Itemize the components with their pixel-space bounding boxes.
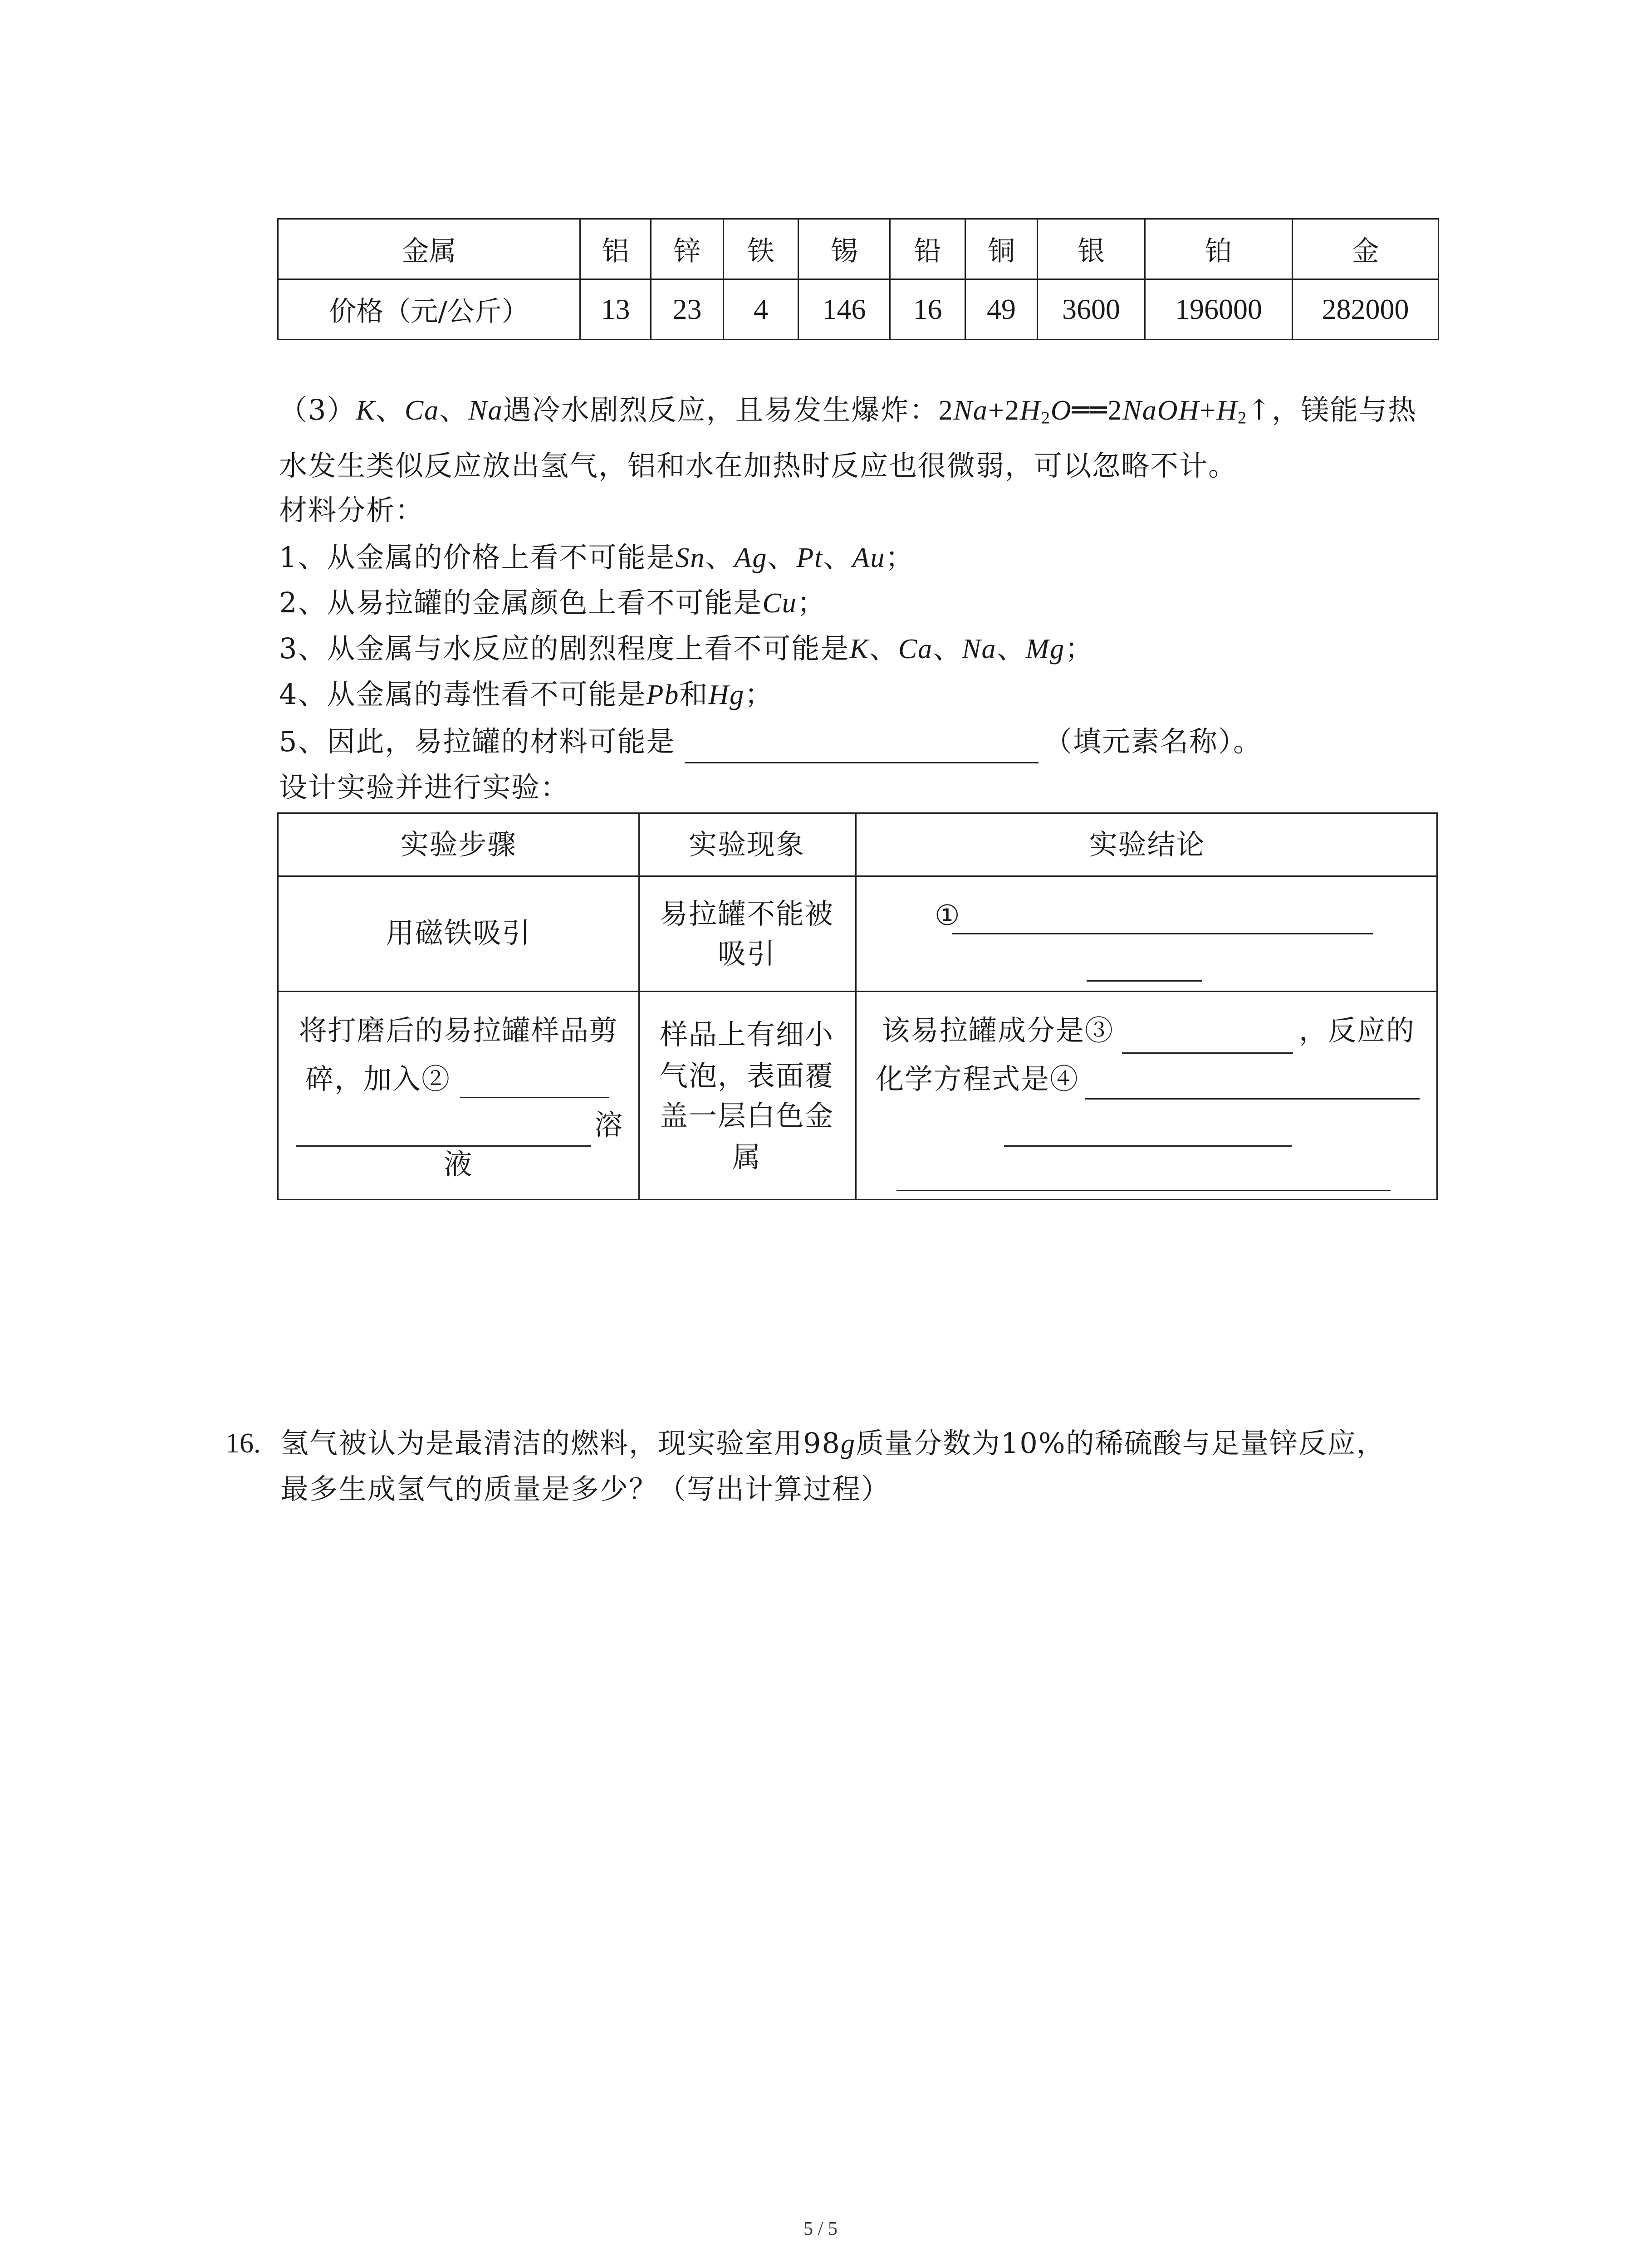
separator: 、 — [869, 632, 898, 665]
equation-equals: ══ — [1072, 393, 1108, 426]
equation-plus: + — [1200, 395, 1217, 426]
answer-blank — [952, 933, 1373, 934]
metal-header-cell: 银 — [1038, 219, 1145, 279]
separator: ； — [885, 541, 915, 574]
metal-header-cell: 锌 — [651, 219, 724, 279]
separator: ； — [797, 586, 826, 619]
separator: ； — [1065, 632, 1094, 665]
price-cell: 282000 — [1293, 279, 1439, 340]
equation-subscript: 2 — [1041, 408, 1051, 428]
price-cell: 49 — [965, 279, 1038, 340]
metal-header-row — [278, 219, 1439, 279]
experiment-intro: 设计实验并进行实验： — [279, 771, 570, 804]
question-number: 16. — [225, 1428, 261, 1459]
row2-conclusion-line: ，反应的 — [1299, 1014, 1416, 1047]
element-symbol: Ca — [898, 634, 933, 665]
question16-line2: 最多生成氢气的质量是多少？（写出计算过程） — [280, 1472, 891, 1505]
answer-blank — [1122, 1052, 1293, 1054]
table-divider — [279, 991, 1436, 992]
row2-phenomenon-line: 盖一层白色金 — [659, 1099, 834, 1132]
price-cell: 3600 — [1038, 279, 1145, 340]
row1-conclusion-marker: ① — [935, 899, 961, 932]
analysis-heading: 材料分析： — [279, 494, 425, 527]
item-text: 2、从易拉罐的金属颜色上看不可能是 — [279, 586, 763, 619]
item-text: 3、从金属与水反应的剧烈程度上看不可能是 — [279, 632, 850, 665]
row2-phenomenon-line: 气泡，表面覆 — [659, 1059, 834, 1092]
column-header-phenomenon: 实验现象 — [688, 828, 805, 861]
gas-arrow: ↑ — [1247, 393, 1272, 426]
equation-formula: H — [1019, 395, 1041, 426]
item-text: 1、从金属的价格上看不可能是 — [279, 541, 676, 574]
row2-step-line: 碎，加入② — [305, 1062, 451, 1095]
para-text: ，镁能与热 — [1272, 393, 1417, 426]
unit-symbol: g — [840, 1428, 856, 1459]
separator: 、 — [705, 541, 735, 574]
analysis-item3 — [279, 626, 1094, 671]
answer-blank — [685, 762, 1038, 763]
metal-header-cell: 锡 — [798, 219, 890, 279]
para-number: （3） — [279, 393, 356, 426]
row2-step-line: 溶 — [594, 1108, 624, 1141]
analysis-item1 — [279, 535, 914, 580]
separator: 、 — [933, 632, 962, 665]
equation-coefficient: 2 — [1107, 395, 1123, 426]
row2-conclusion-line: 该易拉罐成分是③ — [882, 1014, 1114, 1047]
metal-header-cell: 铅 — [890, 219, 965, 279]
price-cell: 13 — [580, 279, 651, 340]
row2-step-line: 液 — [444, 1148, 473, 1181]
equation-coefficient: 2 — [938, 395, 954, 426]
answer-blank — [896, 1190, 1391, 1191]
element-symbol: Na — [962, 634, 997, 665]
para3-line1 — [279, 387, 1417, 433]
equation-formula: H — [1216, 395, 1238, 426]
para-text: 遇冷水剧烈反应，且易发生爆炸： — [503, 393, 939, 426]
row2-phenomenon-line: 属 — [732, 1140, 761, 1173]
price-row — [278, 279, 1439, 340]
row1-phenomenon-line: 易拉罐不能被 — [659, 897, 834, 930]
metal-header-cell: 铂 — [1145, 219, 1293, 279]
equation-formula: NaOH — [1122, 395, 1200, 426]
equation-formula: O — [1050, 395, 1072, 426]
item-hint: （填元素名称）。 — [1044, 725, 1263, 758]
separator: ； — [745, 678, 774, 711]
equation-formula: Na — [953, 395, 988, 426]
separator: 、 — [767, 541, 797, 574]
analysis-item4 — [279, 672, 774, 717]
answer-blank — [1004, 1145, 1292, 1147]
metal-header-cell: 铁 — [724, 219, 798, 279]
price-cell: 196000 — [1145, 279, 1293, 340]
element-symbol: Sn — [675, 543, 705, 573]
row1-phenomenon-line: 吸引 — [717, 937, 776, 970]
equation-subscript: 2 — [1238, 408, 1248, 428]
price-cell: 23 — [651, 279, 724, 340]
price-cell: 146 — [798, 279, 890, 340]
row2-step-line: 将打磨后的易拉罐样品剪 — [299, 1014, 618, 1047]
element-symbol: K — [849, 634, 869, 665]
page-number: 5 / 5 — [803, 2219, 838, 2239]
element-symbol: Na — [468, 395, 503, 426]
separator: 、 — [996, 632, 1026, 665]
analysis-item2 — [279, 580, 826, 626]
element-symbol: Ag — [734, 543, 768, 573]
separator: 、 — [823, 541, 852, 574]
metal-price-table — [277, 218, 1439, 340]
element-symbol: Au — [852, 543, 886, 573]
element-symbol: Pt — [796, 543, 823, 573]
element-symbol: Hg — [708, 679, 745, 710]
element-symbol: K — [356, 395, 376, 426]
price-cell: 4 — [724, 279, 798, 340]
metal-header-cell: 金属 — [278, 219, 580, 279]
question16-line1 — [280, 1421, 1386, 1466]
element-symbol: Pb — [646, 679, 680, 710]
question-text: 质量分数为10%的稀硫酸与足量锌反应， — [855, 1427, 1386, 1460]
column-header-step: 实验步骤 — [400, 828, 517, 861]
experiment-table — [277, 812, 1438, 1200]
metal-header-cell: 铜 — [965, 219, 1038, 279]
element-symbol: Mg — [1025, 634, 1065, 665]
separator: 、 — [439, 393, 469, 426]
element-symbol: Cu — [762, 588, 797, 619]
row2-phenomenon-line: 样品上有细小 — [659, 1018, 834, 1051]
separator: 、 — [375, 393, 405, 426]
price-cell: 16 — [890, 279, 965, 340]
answer-blank — [1087, 980, 1202, 982]
answer-blank — [460, 1097, 609, 1098]
equation-plus: +2 — [988, 395, 1020, 426]
para3-line2: 水发生类似反应放出氢气，铝和水在加热时反应也很微弱，可以忽略不计。 — [279, 449, 1238, 482]
row2-conclusion-line: 化学方程式是④ — [876, 1062, 1079, 1095]
element-symbol: Ca — [404, 395, 440, 426]
separator: 和 — [679, 678, 709, 711]
column-header-conclusion: 实验结论 — [1089, 828, 1205, 861]
item-text: 5、因此，易拉罐的材料可能是 — [279, 725, 676, 758]
metal-header-cell: 铝 — [580, 219, 651, 279]
question-text: 氢气被认为是最清洁的燃料，现实验室用98 — [280, 1427, 841, 1460]
row1-step: 用磁铁吸引 — [386, 916, 531, 949]
metal-header-cell: 金 — [1293, 219, 1439, 279]
answer-blank — [1085, 1098, 1420, 1100]
price-row-label: 价格（元/公斤） — [278, 279, 580, 340]
item-text: 4、从金属的毒性看不可能是 — [279, 678, 647, 711]
